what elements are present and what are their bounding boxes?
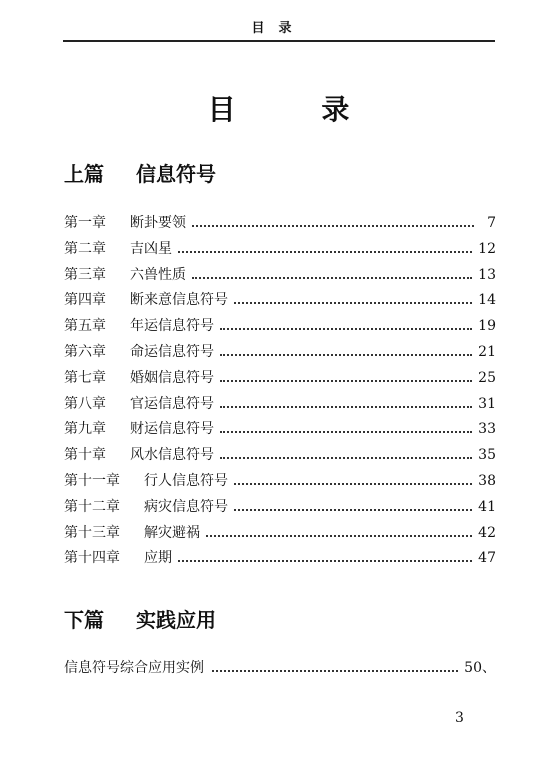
toc-entry[interactable] bbox=[64, 341, 496, 367]
toc-entry[interactable] bbox=[64, 315, 496, 341]
page-ref: 41 bbox=[478, 498, 496, 515]
toc-entry[interactable] bbox=[64, 444, 496, 470]
running-head: 目录 bbox=[251, 21, 306, 36]
chapter-number: 第八章 bbox=[64, 395, 106, 412]
chapter-title: 风水信息符号 bbox=[130, 447, 214, 464]
toc-entry[interactable] bbox=[64, 547, 496, 573]
toc-entry[interactable] bbox=[64, 212, 496, 238]
dot-leader bbox=[220, 405, 472, 408]
page-ref: 25 bbox=[478, 369, 496, 386]
page-ref: 21 bbox=[478, 343, 496, 360]
part-heading-upper bbox=[64, 158, 216, 187]
header-rule bbox=[63, 40, 495, 42]
toc-entry[interactable] bbox=[64, 393, 496, 419]
chapter-title: 官运信息符号 bbox=[130, 395, 214, 412]
toc-entry[interactable] bbox=[64, 238, 496, 264]
dot-leader bbox=[192, 224, 474, 227]
toc-entry[interactable] bbox=[64, 496, 496, 522]
chapter-title: 财运信息符号 bbox=[130, 421, 214, 438]
page-ref: 31 bbox=[478, 395, 496, 412]
toc-entry[interactable] bbox=[64, 418, 496, 444]
page-ref: 35 bbox=[478, 447, 496, 464]
chapter-title: 解灾避祸 bbox=[144, 524, 200, 541]
dot-leader bbox=[234, 482, 472, 485]
chapter-title: 断来意信息符号 bbox=[130, 292, 228, 309]
page-ref: 42 bbox=[478, 524, 496, 541]
page-ref: 50、 bbox=[464, 660, 496, 676]
chapter-number: 第九章 bbox=[64, 421, 106, 438]
part-name: 信息符号 bbox=[136, 162, 216, 186]
dot-leader bbox=[206, 534, 472, 537]
chapter-number: 第二章 bbox=[64, 240, 106, 257]
chapter-title: 年运信息符号 bbox=[130, 318, 214, 335]
dot-leader bbox=[212, 669, 458, 672]
chapter-title: 应期 bbox=[144, 550, 172, 567]
chapter-number: 第十二章 bbox=[64, 498, 120, 515]
page-ref: 38 bbox=[478, 472, 496, 489]
toc-entry[interactable] bbox=[64, 522, 496, 548]
chapter-number: 第十章 bbox=[64, 447, 106, 464]
toc-entry[interactable] bbox=[64, 470, 496, 496]
dot-leader bbox=[234, 301, 472, 304]
dot-leader bbox=[220, 353, 472, 356]
dot-leader bbox=[234, 508, 472, 511]
toc-entry[interactable] bbox=[64, 264, 496, 290]
toc-entry[interactable] bbox=[64, 289, 496, 315]
dot-leader bbox=[220, 379, 472, 382]
chapter-title: 行人信息符号 bbox=[144, 472, 228, 489]
dot-leader bbox=[178, 559, 472, 562]
page-title: 目 录 bbox=[207, 93, 388, 126]
part-heading-lower bbox=[64, 604, 216, 633]
toc-entry-lower[interactable] bbox=[64, 657, 496, 677]
chapter-number: 第十一章 bbox=[64, 472, 120, 489]
chapter-title: 病灾信息符号 bbox=[144, 498, 228, 515]
chapter-title: 断卦要领 bbox=[130, 215, 186, 231]
chapter-number: 第十三章 bbox=[64, 524, 120, 541]
toc-list bbox=[64, 212, 496, 573]
chapter-number: 第十四章 bbox=[64, 550, 120, 567]
page-ref: 19 bbox=[478, 318, 496, 335]
chapter-title: 命运信息符号 bbox=[130, 343, 214, 360]
part-name: 实践应用 bbox=[136, 608, 216, 632]
page-ref: 14 bbox=[478, 292, 496, 309]
page-ref: 13 bbox=[478, 266, 496, 283]
chapter-number: 第一章 bbox=[64, 215, 106, 231]
chapter-number: 第四章 bbox=[64, 292, 106, 309]
chapter-title: 婚姻信息符号 bbox=[130, 369, 214, 386]
toc-entry[interactable] bbox=[64, 367, 496, 393]
chapter-number: 第三章 bbox=[64, 266, 106, 283]
dot-leader bbox=[220, 430, 472, 433]
dot-leader bbox=[220, 456, 472, 459]
dot-leader bbox=[178, 250, 472, 253]
chapter-title: 吉凶星 bbox=[130, 240, 172, 257]
dot-leader bbox=[192, 276, 472, 279]
part-label: 下篇 bbox=[64, 608, 104, 632]
page-ref: 7 bbox=[487, 215, 496, 231]
page-number: 3 bbox=[455, 710, 464, 726]
chapter-number: 第六章 bbox=[64, 343, 106, 360]
chapter-title: 六兽性质 bbox=[130, 266, 186, 283]
page-ref: 33 bbox=[478, 421, 496, 438]
chapter-number: 第七章 bbox=[64, 369, 106, 386]
chapter-number: 第五章 bbox=[64, 318, 106, 335]
dot-leader bbox=[220, 327, 472, 330]
entry-title: 信息符号综合应用实例 bbox=[64, 660, 204, 676]
page-ref: 47 bbox=[478, 550, 496, 567]
page-ref: 12 bbox=[478, 240, 496, 257]
part-label: 上篇 bbox=[64, 162, 104, 186]
